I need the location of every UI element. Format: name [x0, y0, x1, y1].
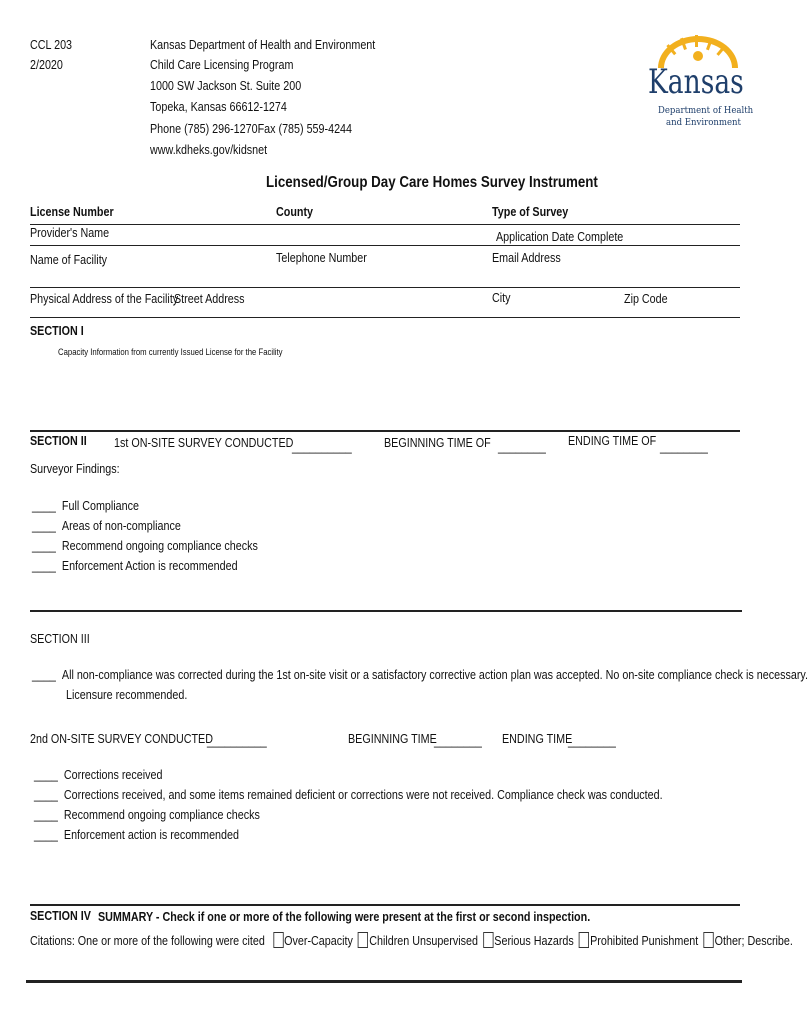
divider: [30, 317, 740, 318]
finding-item: [32, 539, 258, 553]
ending-time-label: ENDING TIME OF: [568, 434, 657, 448]
finding-text: Full Compliance: [61, 499, 139, 513]
finding-item: [32, 499, 139, 513]
logo-subtitle-line2: and Environment: [666, 117, 741, 128]
agency-phone-fax: Phone (785) 296-1270Fax (785) 559-4244: [150, 122, 353, 136]
page-bottom-rule: [26, 980, 742, 983]
agency-website: www.kdheks.gov/kidsnet: [150, 143, 268, 157]
section-3-item-text: All non-compliance was corrected during the 1st on-site visit or a satisfactory corrective action plan was accepted. No on-site compliance check is necessary.: [61, 668, 808, 682]
county-label: County: [276, 205, 314, 219]
section-1-heading: SECTION I: [30, 324, 84, 338]
section-divider: [30, 430, 740, 432]
email-label: Email Address: [492, 251, 561, 265]
finding-checkbox-blank[interactable]: ____: [32, 499, 56, 513]
second-beginning-time-label: BEGINNING TIME: [348, 732, 437, 746]
section-1-note: Capacity Information from currently Issued License for the Facility: [58, 347, 283, 357]
checkbox[interactable]: [483, 932, 493, 948]
city-label: City: [492, 291, 511, 305]
citation-option-over-capacity[interactable]: Over-Capacity: [273, 932, 353, 948]
agency-address-line1: 1000 SW Jackson St. Suite 200: [150, 79, 302, 93]
beginning-time-label: BEGINNING TIME OF: [384, 436, 491, 450]
divider: [30, 287, 740, 288]
telephone-label: Telephone Number: [276, 251, 367, 265]
citations-label: Citations: One or more of the following were cited: [30, 934, 265, 948]
second-finding-checkbox-blank[interactable]: ____: [34, 828, 58, 842]
checkbox[interactable]: [579, 932, 589, 948]
citation-option-serious-hazards[interactable]: Serious Hazards: [483, 932, 574, 948]
second-ending-time-label: ENDING TIME: [502, 732, 573, 746]
facility-name-label: Name of Facility: [30, 253, 108, 267]
divider: [30, 224, 740, 225]
first-survey-blank[interactable]: __________: [292, 440, 352, 454]
agency-address-line2: Topeka, Kansas 66612-1274: [150, 100, 287, 114]
second-finding-item: [34, 808, 260, 822]
section-divider: [30, 610, 742, 612]
surveyor-findings-label: Surveyor Findings:: [30, 462, 120, 476]
agency-name: Kansas Department of Health and Environment: [150, 38, 376, 52]
finding-item: [32, 559, 238, 573]
section-4-heading: SECTION IV: [30, 909, 91, 923]
second-finding-checkbox-blank[interactable]: ____: [34, 808, 58, 822]
form-code: CCL 203: [30, 38, 73, 52]
section-2-heading: SECTION II: [30, 434, 87, 448]
finding-checkbox-blank[interactable]: ____: [32, 559, 56, 573]
section-divider: [30, 904, 740, 906]
ending-time-blank[interactable]: ________: [660, 440, 708, 454]
license-number-label: License Number: [30, 205, 114, 219]
second-beginning-time-blank[interactable]: ________: [434, 734, 482, 748]
providers-name-label: Provider's Name: [30, 226, 110, 240]
section-3-item: [32, 668, 808, 682]
section-4-summary: SUMMARY - Check if one or more of the following were present at the first or second inspection.: [98, 910, 591, 924]
finding-text: Recommend ongoing compliance checks: [61, 539, 258, 553]
physical-address-label: Physical Address of the Facility: [30, 292, 179, 306]
citation-option-children-unsupervised[interactable]: Children Unsupervised: [358, 932, 478, 948]
street-address-label: Street Address: [174, 292, 245, 306]
section-3-heading: SECTION III: [30, 632, 90, 646]
finding-checkbox-blank[interactable]: ____: [32, 519, 56, 533]
checkbox[interactable]: [358, 932, 368, 948]
second-finding-checkbox-blank[interactable]: ____: [34, 788, 58, 802]
form-title: Licensed/Group Day Care Homes Survey Instrument: [266, 174, 598, 191]
finding-text: Enforcement Action is recommended: [61, 559, 238, 573]
citation-option-prohibited-punishment[interactable]: Prohibited Punishment: [579, 932, 698, 948]
form-date: 2/2020: [30, 58, 63, 72]
section-3-checkbox-blank[interactable]: ____: [32, 668, 56, 682]
finding-text: Areas of non-compliance: [61, 519, 181, 533]
program-name: Child Care Licensing Program: [150, 58, 294, 72]
second-survey-label: 2nd ON-SITE SURVEY CONDUCTED: [30, 732, 213, 746]
second-finding-text: Corrections received: [63, 768, 163, 782]
logo-wordmark: Kansas: [648, 62, 744, 102]
second-finding-item: [34, 768, 162, 782]
citation-option-other[interactable]: Other; Describe.: [703, 932, 792, 948]
beginning-time-blank[interactable]: ________: [498, 440, 546, 454]
application-date-label: Application Date Complete: [496, 230, 624, 244]
checkbox[interactable]: [703, 932, 713, 948]
second-finding-item: [34, 828, 239, 842]
second-finding-checkbox-blank[interactable]: ____: [34, 768, 58, 782]
second-finding-item: [34, 788, 663, 802]
finding-item: [32, 519, 181, 533]
zip-code-label: Zip Code: [624, 292, 668, 306]
divider: [30, 245, 740, 246]
section-3-item-continuation: Licensure recommended.: [66, 688, 188, 702]
finding-checkbox-blank[interactable]: ____: [32, 539, 56, 553]
type-of-survey-label: Type of Survey: [492, 205, 569, 219]
second-ending-time-blank[interactable]: ________: [568, 734, 616, 748]
second-finding-text: Corrections received, and some items remained deficient or corrections were not received. Compliance check was conducted.: [63, 788, 663, 802]
first-survey-label: 1st ON-SITE SURVEY CONDUCTED: [114, 436, 294, 450]
logo-subtitle-line1: Department of Health: [658, 105, 754, 116]
kdhe-logo: [640, 30, 754, 135]
second-survey-blank[interactable]: __________: [207, 734, 267, 748]
checkbox[interactable]: [273, 932, 283, 948]
citations-row: [30, 932, 793, 948]
second-finding-text: Enforcement action is recommended: [63, 828, 239, 842]
second-finding-text: Recommend ongoing compliance checks: [63, 808, 260, 822]
